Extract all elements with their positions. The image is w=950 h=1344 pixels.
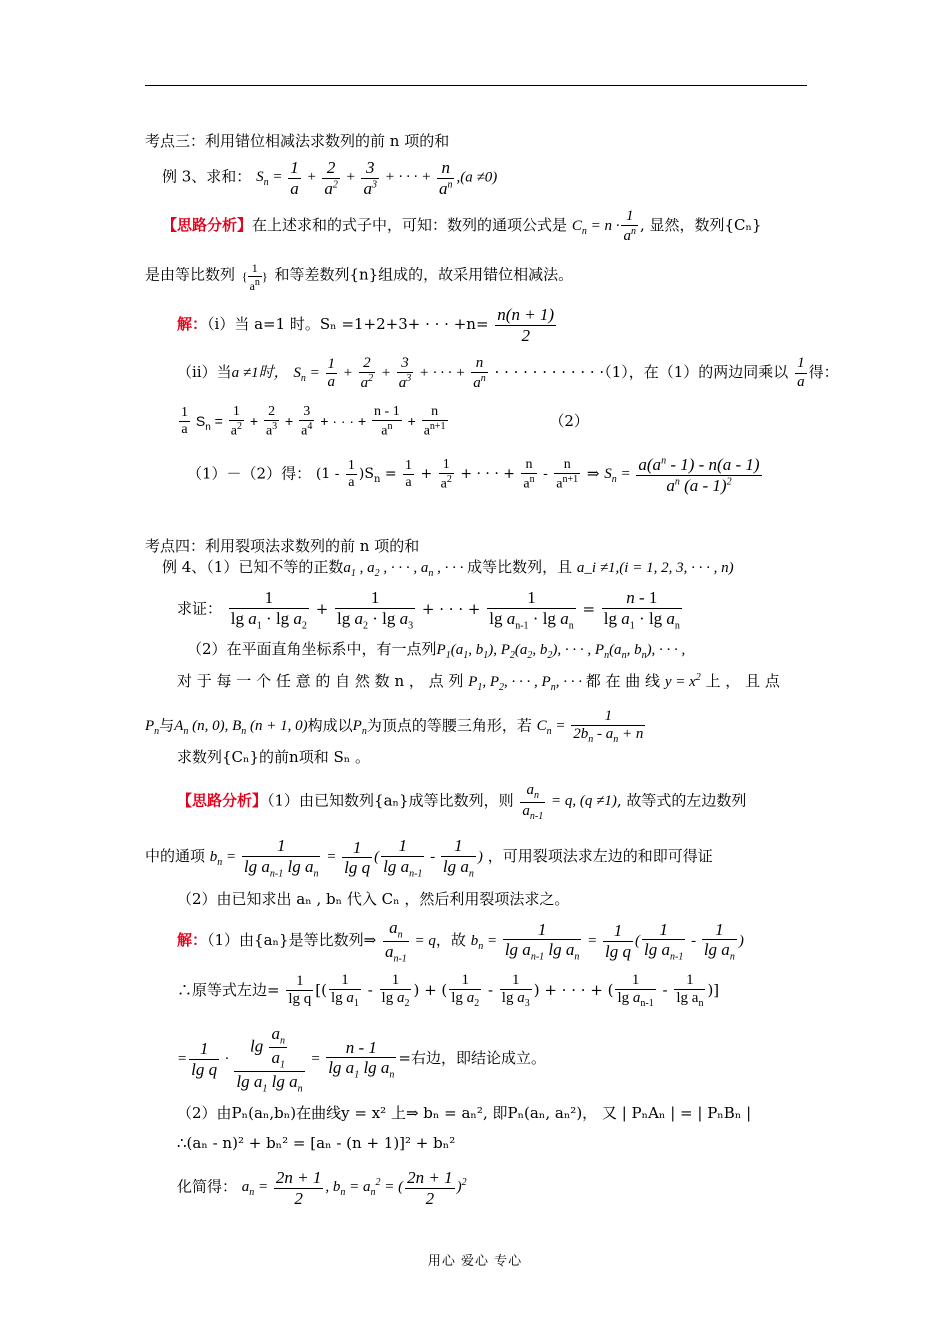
bn-formula: $b_n$ = $\frac{1}{\lg a_{n-1} \lg a_n}$ = $\frac{1}{\text{lg q}}$ ( $\frac{1}{\lg a_{n-1}}$ - $\frac{1}{\lg a_n}$ )	[209, 836, 483, 879]
example4-mid: 成等比数列，且	[467, 558, 573, 576]
part2-line3-b: 构成以	[307, 716, 353, 735]
solution1-text: （i）当 a=1 时。Sₙ =1+2+3+ · · · +n=	[207, 315, 489, 334]
section3-analysis-line2	[145, 262, 573, 294]
part2-text: （2）在平面直角坐标系中，有一点列	[187, 640, 437, 658]
conclusion-text: =右边，即结论成立。	[398, 1048, 546, 1067]
prove-formula: $\frac{1}{\lg a_1 \cdot \lg a_2}$ + $\frac{1}{\lg a_2 \cdot \lg a_3}$ + · · · + $\frac{1}{\lg a_{n-1} \cdot \lg a_n}$ = $\frac{n - 1}{\lg a_1 \cdot \lg a_n}$	[230, 588, 680, 631]
example3-tail: ,(a ≠0)	[456, 169, 498, 186]
analysis4-tag: 【思路分析】	[177, 791, 268, 810]
section4-therefore	[177, 972, 719, 1010]
arith-sum-formula: $\frac{n(n + 1)}{2}$	[497, 305, 555, 345]
section4-solution2	[177, 1104, 751, 1122]
section4-solution1	[177, 918, 744, 965]
points-list: $P_1$, $P_2$, · · · , $P_n$, · · ·	[468, 674, 586, 693]
eq2-label: （2）	[549, 411, 589, 430]
curve-eq: $y = x^2$	[664, 672, 701, 690]
solution2-sum: $S_n$ = $\frac{1}{a}$ + $\frac{2}{a^2}$ + $\frac{3}{a^3}$ + · · · + $\frac{n}{a^n}$	[293, 355, 486, 392]
example3	[162, 158, 497, 198]
point-sequence: $P_1(a_1$, $b_1$), $P_2(a_2$, $b_2$), · · · , $P_n(a_n$, $b_n$), · · · ,	[436, 642, 686, 661]
section3-analysis	[162, 208, 762, 246]
conclusion-formula: = $\frac{1}{\text{lg q}}$ · lg $\frac{a_n}{a_1}$ $\lg a_1$ $\lg a_n$ = $\frac{n - 1}{\lg a_1 \lg a_n}$	[177, 1024, 395, 1095]
solution4-a: （1）－（2）得：	[187, 464, 312, 483]
ratio-formula: $\frac{a_n}{a_{n-1}}$ = q, (q ≠1)	[522, 782, 617, 822]
part2-line2: 对 于 每 一 个 任 意 的 自 然 数 n ， 点 列	[177, 672, 464, 690]
vertex-pn: $P_n$	[352, 718, 367, 738]
example3-label: 例 3、求和：	[162, 167, 252, 186]
example4-part2-line2	[177, 672, 780, 694]
section4-analysis2	[145, 836, 713, 879]
telescoping-sum: $\frac{1}{\text{lg q}}$ [( $\frac{1}{\lg a_1}$ - $\frac{1}{\lg a_2}$ ) + ( $\frac{1}{\lg a_2}$ - $\frac{1}{\lg a_3}$ ) + · · · + ( $\frac{1}{\lg a_{n-1}}$ - $\frac{1}{\lg a_n}$ )]	[288, 972, 720, 1010]
analysis-tail: , 显然，数列{Cₙ}	[639, 216, 762, 235]
solution2-b: a ≠1时，	[231, 365, 289, 382]
solution2-a: （ii）当	[177, 363, 232, 382]
analysis-line2-b: 和等差数列{n}组成的，故采用错位相减法。	[274, 265, 574, 284]
solution4-text4: 化简得：	[177, 1177, 238, 1196]
example4-tail: a_i ≠1,(i = 1, 2, 3, · · · , n)	[576, 560, 734, 576]
section3-solution2	[177, 355, 839, 393]
section4-analysis3: （2）由已知求出 aₙ , bₙ 代入 Cₙ ，然后利用裂项法求之。	[177, 890, 570, 908]
points-ab: $A_n$ (n, 0), $B_n$ (n + 1, 0)	[174, 718, 308, 738]
section3-solution4	[187, 455, 764, 495]
solution4-result: $S_n$ = $\frac{a(a^n - 1) - n(a - 1)}{a^n (a - 1)^2}$	[604, 455, 760, 495]
solution4-text2a: （2）由Pₙ(aₙ,bₙ)在曲线y = x² 上⇒	[177, 1104, 419, 1122]
point-pn: $P_n$	[145, 718, 160, 738]
analysis4-text2a: 中的通项	[145, 847, 206, 866]
example3-formula: $S_n$ = $\frac{1}{a}$ + $\frac{2}{a^2}$ + $\frac{3}{a^3}$ + · · · + $\frac{n}{a^n}$	[256, 158, 453, 198]
therefore-text: ∴原等式左边=	[177, 980, 280, 999]
analysis4-tail1: , 故等式的左边数列	[616, 791, 747, 810]
one-over-a: $\frac{1}{a}$	[797, 355, 805, 390]
section4-conclusion	[177, 1024, 546, 1095]
example4	[162, 558, 734, 580]
section4-solution4	[177, 1168, 467, 1208]
part2-line2-mid: 都 在 曲 线	[585, 672, 661, 690]
solution4-text1b: ，故	[435, 930, 466, 949]
simplified-formula: $a_n$ = $\frac{2n + 1}{2}$ , $b_n = a_n^2$ = ( $\frac{2n + 1}{2}$ )$^2$	[241, 1168, 467, 1208]
eq2-formula: $\frac{1}{a}$ $S_n$ = $\frac{1}{a^2}$ + $\frac{2}{a^3}$ + $\frac{3}{a^4}$ + · · · + $\frac{n - 1}{a^n}$ + $\frac{n}{a^{n+1}}$	[181, 404, 446, 439]
analysis-tag: 【思路分析】	[162, 216, 253, 235]
geometric-seq-formula: { $\frac{1}{a^n}$ }	[241, 261, 268, 293]
part2-line2-tail: 上 ， 且 点	[705, 672, 780, 690]
analysis-line2-a: 是由等比数列	[145, 265, 236, 284]
analysis4-text2b: ，可用裂项法求左边的和即可得证	[487, 847, 713, 866]
section3-eq2	[177, 404, 589, 440]
section4-analysis1	[177, 782, 746, 822]
part2-line3-a: 与	[159, 716, 175, 735]
solution2-d: 得：	[808, 363, 839, 382]
sol-bn: $b_n$ = $\frac{1}{\lg a_{n-1} \lg a_n}$ = $\frac{1}{\text{lg q}}$ ( $\frac{1}{\lg a_{n-1}}$ - $\frac{1}{\lg a_n}$ )	[470, 919, 744, 963]
example4-part2-line3	[145, 708, 647, 746]
sol-ratio: $\frac{a_n}{a_{n-1}}$ = q	[384, 918, 436, 965]
solution4-tag: 解：	[177, 930, 208, 949]
example4-label: 例 4、（1）已知不等的正数	[162, 558, 344, 576]
example4-seq: $a_1$ , $a_2$ , · · · , $a_n$ , · · ·	[343, 560, 468, 579]
part2-line3-c: 为顶点的等腰三角形，若	[366, 716, 532, 735]
section4-title: 考点四：利用裂项法求数列的前 n 项的和	[145, 537, 420, 555]
example4-part2-line4: 求数列{Cₙ}的前n项和 Sₙ 。	[177, 748, 371, 766]
analysis-text: 在上述求和的式子中，可知：数列的通项公式是	[252, 216, 568, 235]
analysis-formula: $C_n = n$ · $\frac{1}{a^n}$	[571, 208, 636, 245]
analysis4-text1: （1）由已知数列{aₙ}成等比数列，则	[267, 791, 514, 810]
solution4-formula: (1 - $\frac{1}{a}$ )$S_n$ = $\frac{1}{a}$ + $\frac{1}{a^2}$ + · · · + $\frac{n}{a^n}$ - $\frac{n}{a^{n+1}}$	[315, 456, 579, 492]
prove-label: 求证：	[177, 599, 223, 618]
example4-prove	[177, 588, 684, 631]
solution4-text2c: 又 | PₙAₙ | = | PₙBₙ |	[601, 1104, 752, 1122]
solution-tag: 解：	[177, 315, 208, 334]
example4-part2	[187, 640, 685, 662]
implies-symbol: ⇒	[586, 464, 600, 483]
solution2-c: · · · · · · · · · · · ·（1），在（1）的两边同乘以	[494, 363, 789, 382]
section4-solution3: ∴(aₙ - n)² + bₙ² = [aₙ - (n + 1)]² + bₙ²	[177, 1134, 456, 1152]
page-footer: 用心 爱心 专心	[427, 1254, 523, 1269]
header-rule	[145, 85, 807, 86]
section3-title: 考点三：利用错位相减法求数列的前 n 项的和	[145, 132, 450, 150]
solution4-text2b: bₙ = aₙ², 即Pₙ(aₙ, aₙ²)，	[423, 1104, 598, 1122]
cn-formula: $C_n$ = $\frac{1}{2b_n - a_n + n}$	[536, 708, 644, 746]
section3-solution1	[177, 305, 558, 345]
solution4-text1a: （1）由{aₙ}是等比数列⇒	[207, 930, 377, 949]
